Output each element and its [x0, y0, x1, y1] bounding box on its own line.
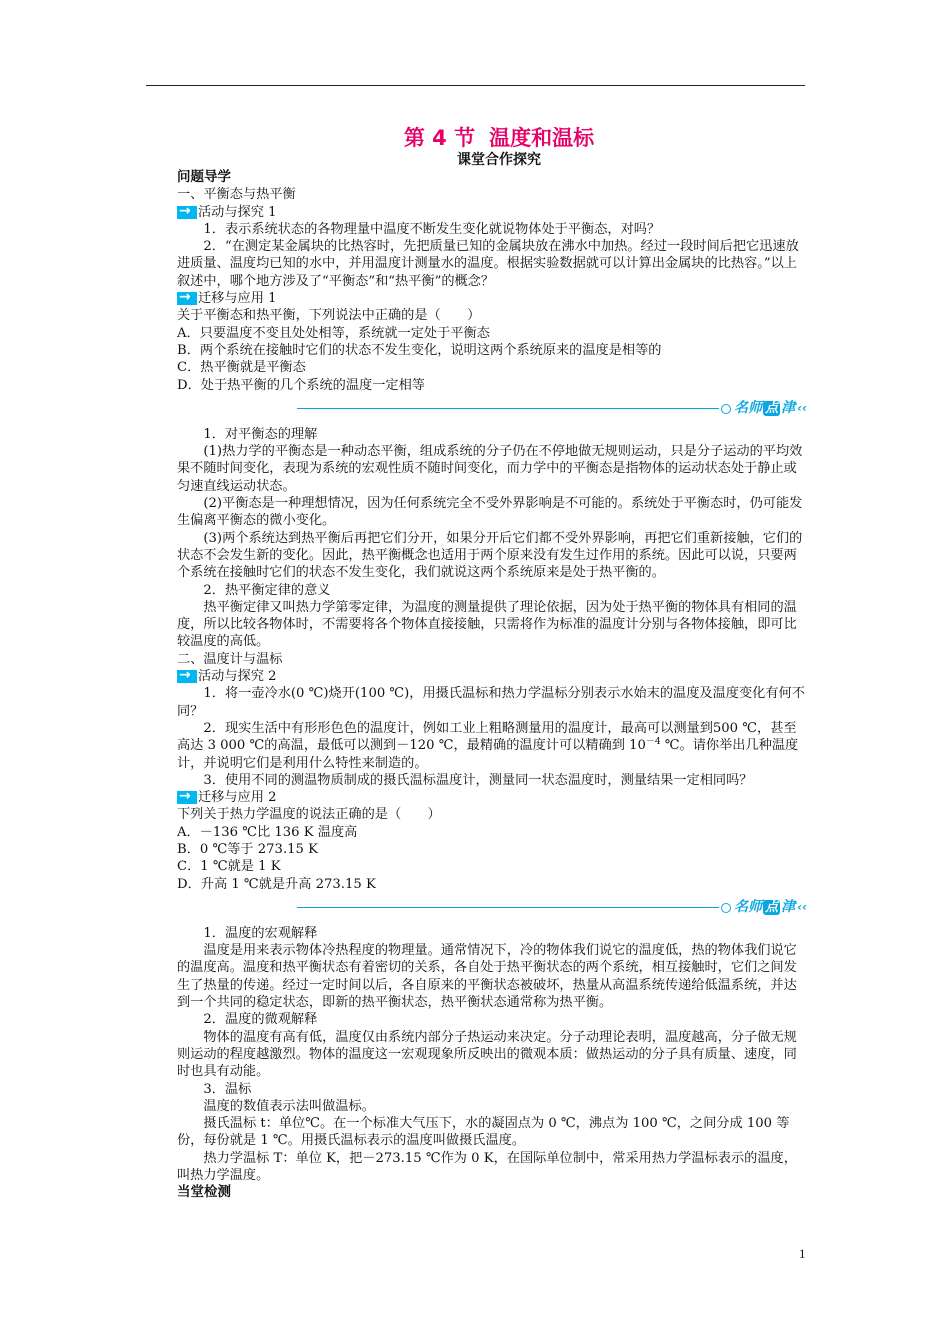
divider-line — [297, 408, 719, 409]
tip1-paragraph-4: 热平衡定律又叫热力学第零定律，为温度的测量提供了理论依据，因为处于热平衡的物体具有相同的温度，所以比较各物体时，不需要将各个物体直接接触，只需将作为标准的温度计分别与各物体接触，即可比较温度的高低。 — [177, 599, 797, 650]
badge-text: 名师 — [734, 400, 763, 417]
teacher-tip-divider — [177, 396, 807, 422]
tip2-heading-3: 3．温标 — [203, 1081, 252, 1097]
apply1-stem: 关于平衡态和热平衡，下列说法中正确的是（ ） — [177, 308, 481, 324]
teacher-tip-badge — [721, 400, 807, 417]
tip1-paragraph-3: (3)两个系统达到热平衡后再把它们分开，如果分开后它们都不受外界影响，再把它们重新接触，它们的状态不会发生新的变化。因此，热平衡概念也适用于两个原来没有发生过作用的系统。因此可以说，只要两个系统在接触时它们的状态不发生变化，我们就说这两个系统原来是处于热平衡的。 — [177, 530, 803, 581]
badge-text: 津 — [781, 400, 796, 417]
apply2-option: D．升高 1 ℃就是升高 273.15 K — [177, 876, 376, 892]
page-number: 1 — [799, 1246, 806, 1261]
title-section-number: 第 4 节 — [403, 126, 476, 150]
part1-heading: 一、平衡态与热平衡 — [177, 187, 296, 203]
activity2-question-1: 1．将一壶冷水(0 ℃)烧开(100 ℃)，用摄氏温标和热力学温标分别表示水始末的温度及温度变化有何不同？ — [177, 686, 805, 719]
header-rule — [146, 85, 805, 86]
apply2-stem: 下列关于热力学温度的说法正确的是（ ） — [177, 807, 441, 823]
tip1-paragraph-2: (2)平衡态是一种理想情况，因为任何系统完全不受外界影响是不可能的。系统处于平衡态时，仍可能发生偏离平衡态的微小变化。 — [177, 496, 803, 529]
double-chevron-left-icon: ‹‹ — [797, 401, 807, 416]
apply1-marker — [177, 290, 807, 307]
apply2-option: C．1 ℃就是 1 K — [177, 859, 281, 875]
apply2-option: A．－136 ℃比 136 K 温度高 — [177, 824, 358, 840]
badge-text: 津 — [781, 899, 796, 916]
tip2-paragraph-3: 温度的数值表示法叫做温标。 — [203, 1098, 375, 1114]
divider-line — [297, 907, 719, 908]
apply1-option: D．处于热平衡的几个系统的温度一定相等 — [177, 377, 425, 393]
page-title — [177, 126, 807, 150]
badge-text: 名师 — [734, 899, 763, 916]
arrow-right-icon — [177, 791, 197, 804]
activity2-question-2-text: ℃。请你举出几种温度计，并说明它们是利用什么特性来制造的。 — [177, 738, 799, 771]
part2-heading: 二、温度计与温标 — [177, 651, 283, 667]
page-subtitle: 课堂合作探究 — [457, 152, 541, 168]
apply1-option: C．热平衡就是平衡态 — [177, 360, 306, 376]
activity1-marker — [177, 204, 807, 221]
activity1-label: 活动与探究 1 — [198, 204, 277, 220]
apply2-marker — [177, 789, 807, 806]
apply2-label: 迁移与应用 2 — [198, 790, 277, 806]
title-topic: 温度和温标 — [489, 126, 595, 150]
section-guide-heading: 问题导学 — [177, 169, 231, 185]
tip1-heading-1: 1．对平衡态的理解 — [203, 426, 318, 442]
section-check-heading: 当堂检测 — [177, 1184, 231, 1201]
teacher-tip-divider — [177, 895, 807, 921]
activity2-question-2 — [177, 720, 807, 772]
arrow-right-icon — [177, 206, 197, 219]
activity2-marker — [177, 668, 807, 685]
tip2-paragraph-2: 物体的温度有高有低，温度仅由系统内部分子热运动来决定。分子动理论表明，温度越高，分子做无规则运动的程度越激烈。物体的温度这一宏观现象所反映出的微观本质：做热运动的分子具有质量、速度，同时也具有动能。 — [177, 1029, 797, 1080]
apply1-option: B．两个系统在接触时它们的状态不发生变化，说明这两个系统原来的温度是相等的 — [177, 342, 662, 358]
arrow-right-icon — [177, 292, 197, 305]
circle-icon — [721, 404, 731, 414]
tip1-heading-2: 2．热平衡定律的意义 — [203, 582, 331, 598]
tip2-paragraph-4: 摄氏温标 t：单位℃。在一个标准大气压下，水的凝固点为 0 ℃，沸点为 100 ℃，之间分成 100 等份，每份就是 1 ℃。用摄氏温标表示的温度叫做摄氏温度。 — [177, 1116, 790, 1149]
activity1-question-2: 2．“在测定某金属块的比热容时，先把质量已知的金属块放在沸水中加热。经过一段时间后把它迅速放进质量、温度均已知的水中，并用温度计测量水的温度。根据实验数据就可以计算出金属块的比热容。”以上叙述中，哪个地方涉及了“平衡态”和“热平衡”的概念？ — [177, 239, 799, 289]
activity2-question-2-text: 2．现实生活中有形形色色的温度计，例如工业上粗略测量用的温度计，最高可以测量到500 ℃，甚至高达 3 000 ℃的高温，最低可以测到－120 ℃，最精确的温度计可以精确到 10 — [177, 720, 797, 754]
apply1-option: A．只要温度不变且处处相等，系统就一定处于平衡态 — [177, 325, 490, 341]
arrow-right-icon — [177, 670, 197, 683]
tip1-paragraph-1: (1)热力学的平衡态是一种动态平衡，组成系统的分子仍在不停地做无规则运动，只是分子运动的平均效果不随时间变化，表现为系统的宏观性质不随时间变化，而力学中的平衡态是指物体的运动状态处于静止或匀速直线运动状态。 — [177, 444, 803, 494]
exponent: －4 — [645, 737, 661, 748]
circle-icon — [721, 903, 731, 913]
double-chevron-left-icon: ‹‹ — [797, 900, 807, 915]
activity1-question-1: 1．表示系统状态的各物理量中温度不断发生变化就说物体处于平衡态，对吗？ — [203, 221, 661, 237]
apply2-option: B．0 ℃等于 273.15 K — [177, 841, 318, 857]
tip2-paragraph-1: 温度是用来表示物体冷热程度的物理量。通常情况下，冷的物体我们说它的温度低，热的物体我们说它的温度高。温度和热平衡状态有着密切的关系，各自处于热平衡状态的两个系统，相互接触时，它们之间发生了热量的传递。经过一定时间以后，各自原来的平衡状态被破坏，热量从高温系统传递给低温系统，并达到一个共同的稳定状态，即新的热平衡状态，热平衡状态通常称为热平衡。 — [177, 943, 797, 1011]
badge-highlight: 点 — [765, 401, 779, 417]
badge-highlight: 点 — [765, 900, 779, 916]
activity2-question-3: 3．使用不同的测温物质制成的摄氏温标温度计，测量同一状态温度时，测量结果一定相同吗？ — [203, 772, 753, 788]
page-content — [177, 126, 807, 1202]
tip2-paragraph-5: 热力学温标 T：单位 K，把－273.15 ℃作为 0 K，在国际单位制中，常采用热力学温标表示的温度，叫热力学温度。 — [177, 1150, 797, 1184]
teacher-tip-badge — [721, 899, 807, 916]
apply1-label: 迁移与应用 1 — [198, 291, 277, 307]
activity2-label: 活动与探究 2 — [198, 669, 277, 685]
tip2-heading-2: 2．温度的微观解释 — [203, 1012, 318, 1028]
tip2-heading-1: 1．温度的宏观解释 — [203, 925, 318, 941]
